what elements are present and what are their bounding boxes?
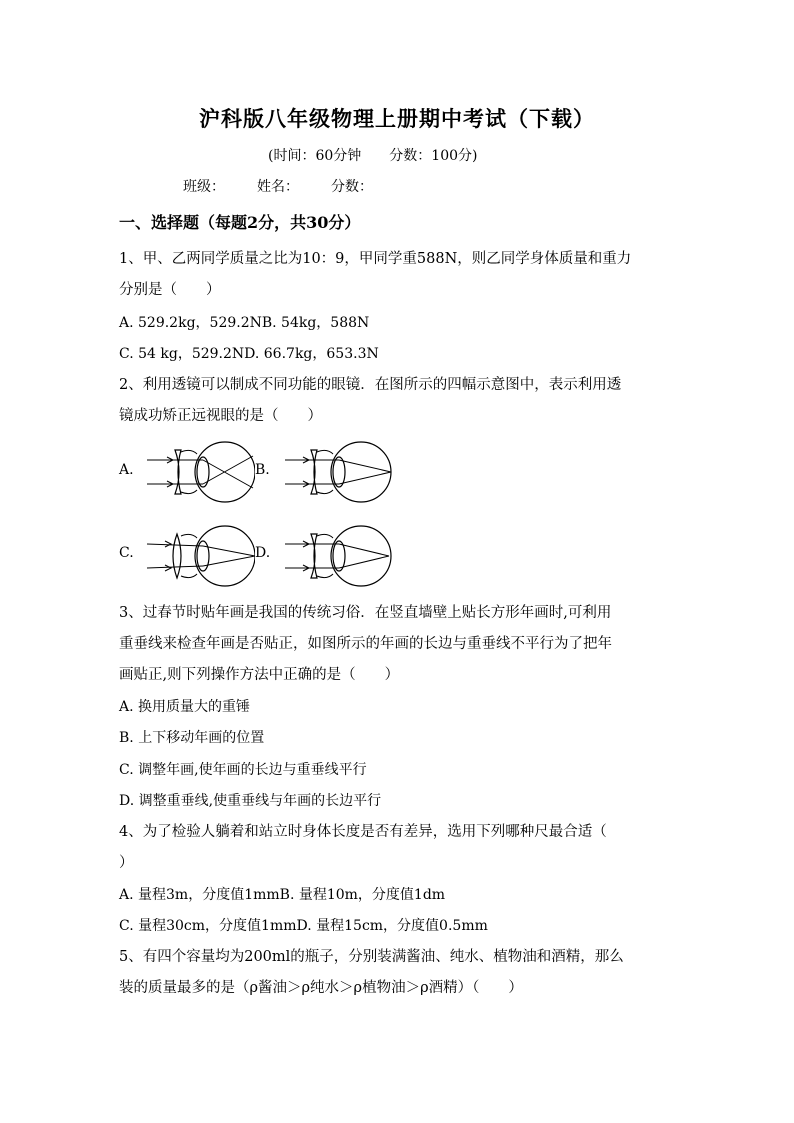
question-1-line-2: 分别是（ ） [119,282,221,298]
question-3-option-d: D. 调整重垂线,使重垂线与年画的长边平行 [119,793,382,809]
time-info: (时间：60分钟 [268,148,362,164]
exam-info [268,145,505,165]
question-3-option-b: B. 上下移动年画的位置 [119,730,265,746]
score-label: 分数： [331,179,373,195]
question-1-line-1: 1、甲、乙两同学质量之比为10：9，甲同学重588N，则乙同学身体质量和重力 [119,251,632,267]
question-4-options-cd: C. 量程30cm，分度值1mmD. 量程15cm，分度值0.5mm [119,918,488,934]
question-5-line-1: 5、有四个容量均为200ml的瓶子，分别装满酱油、纯水、植物油和酒精，那么 [119,949,624,965]
question-4-options-ab: A. 量程3m，分度值1mmB. 量程10m，分度值1dm [119,887,446,903]
class-label: 班级： [183,179,225,195]
section-heading: 一、选择题（每题2分，共30分） [119,213,361,232]
name-label: 姓名： [257,179,299,195]
question-3-option-c: C. 调整年画,使年画的长边与重垂线平行 [119,762,367,778]
score-info: 分数：100分) [389,148,478,164]
question-5-line-2: 装的质量最多的是（ρ酱油＞ρ纯水＞ρ植物油＞ρ酒精）（ ） [119,980,523,996]
figure-label-c: C. [119,545,134,561]
eye-diagram-c [145,522,255,592]
eye-diagram-a [145,438,255,508]
figure-label-b: B. [255,462,270,478]
student-info-line [183,176,405,196]
question-3-line-3: 画贴正,则下列操作方法中正确的是（ ） [119,667,400,683]
question-2-line-2: 镜成功矫正远视眼的是（ ） [119,408,322,424]
question-1-options-cd: C. 54 kg，529.2ND. 66.7kg，653.3N [119,346,379,362]
question-4-line-1: 4、为了检验人躺着和站立时身体长度是否有差异，选用下列哪种尺最合适（ [119,824,607,840]
figure-label-d: D. [255,545,271,561]
eye-diagram-b [283,438,393,508]
question-3-line-1: 3、过春节时贴年画是我国的传统习俗．在竖直墙壁上贴长方形年画时,可利用 [119,605,612,621]
question-3-option-a: A. 换用质量大的重锤 [119,699,251,715]
question-4-line-2: ） [119,855,134,871]
figure-label-a: A. [119,462,134,478]
question-2-line-1: 2、利用透镜可以制成不同功能的眼镜．在图所示的四幅示意图中，表示利用透 [119,377,622,393]
question-3-line-2: 重垂线来检查年画是否贴正，如图所示的年画的长边与重垂线不平行为了把年 [119,636,612,652]
page-title: 沪科版八年级物理上册期中考试（下载） [199,106,595,131]
eye-diagram-d [283,522,393,592]
question-1-options-ab: A. 529.2kg，529.2NB. 54kg，588N [119,315,370,331]
